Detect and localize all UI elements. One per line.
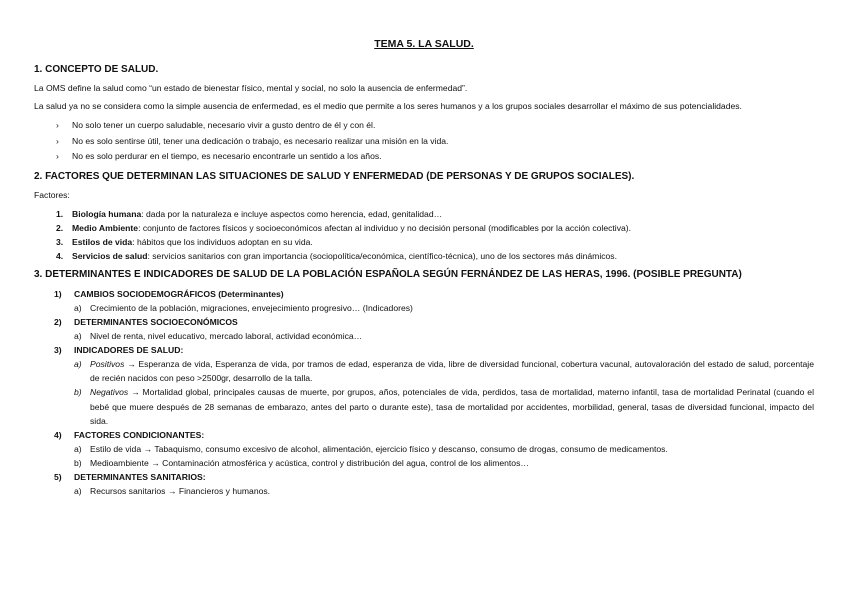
determinant-title: INDICADORES DE SALUD: xyxy=(74,344,184,355)
section-1-heading: 1. CONCEPTO DE SALUD. xyxy=(34,64,159,75)
determinant-title: DETERMINANTES SANITARIOS: xyxy=(74,472,206,483)
section-2-heading: 2. FACTORES QUE DETERMINAN LAS SITUACIONES DE SALUD Y ENFERMEDAD (DE PERSONAS Y DE GRUPOS SOCIALES). xyxy=(34,170,635,182)
bullet-item: › No es solo perdurar en el tiempo, es necesario encontrarle un sentido a los años. xyxy=(56,149,814,165)
determinant-item: 4) FACTORES CONDICIONANTES: a) Estilo de vida → Tabaquismo, consumo excesivo de alcohol, alimentación, ejercicio físico y descanso, consumo de drogas, consumo de medicamentos. b) Medioambiente → Contaminación atmosférica y acústica, control y distribución del agua, control de los alimentos… xyxy=(54,428,814,470)
determinant-item: 3) INDICADORES DE SALUD: a) Positivos → Esperanza de vida, Esperanza de vida, por tramos de edad, esperanza de vida, libre de diversidad funcional, cobertura vacunal, autovaloración del estado de salud, porcentaje de recién nacidos con peso >2500gr, desarrollo de la talla. b) Negativos → Mortalidad global, principales causas de muerte, por grupos, años, potenciales de vida, perdidos, tasa de mortalidad, materno infantil, tasa de mortalidad Perinatal (cuando el bebé que muere después de 28 semanas de embarazo, antes del parto o durante este), tasa de mortalidad por accidentes, morbilidad, general, tasas de diversidad funcional, impacto del sida. xyxy=(54,343,814,428)
determinant-subitem: a) Estilo de vida → Tabaquismo, consumo excesivo de alcohol, alimentación, ejercicio físico y descanso, consumo de drogas, consumo de medicamentos. xyxy=(74,443,668,454)
section-1-paragraph-2: La salud ya no se considera como la simple ausencia de enfermedad, es el medio que permite a los seres humanos y a los grupos sociales desarrollar el máximo de sus potencialidades. xyxy=(34,101,742,111)
factors-list xyxy=(34,207,814,263)
factor-item: 1. Biología humana: dada por la naturaleza e incluye aspectos como herencia, edad, genitalidad… xyxy=(56,208,443,219)
bullet-chevron-icon: › xyxy=(56,120,59,130)
determinant-subitem: a) Nivel de renta, nivel educativo, mercado laboral, actividad económica… xyxy=(74,330,363,341)
determinant-subitem: b) Negativos → Mortalidad global, principales causas de muerte, por grupos, años, potenciales de vida, perdidos, tasa de mortalidad, materno infantil, tasa de mortalidad Perinatal (cuando el bebé que muere después de 28 semanas de embarazo, antes del parto o durante este), tasa de mortalidad por accidentes, morbilidad, general, tasas de diversidad funcional, impacto del sida. xyxy=(74,387,814,426)
determinant-title: DETERMINANTES SOCIOECONÓMICOS xyxy=(74,316,238,327)
document-title: TEMA 5. LA SALUD. xyxy=(374,38,474,50)
determinant-item: 1) CAMBIOS SOCIODEMOGRÁFICOS (Determinantes) a) Crecimiento de la población, migraciones, envejecimiento progresivo… (Indicadores) xyxy=(54,287,814,315)
determinant-item: 2) DETERMINANTES SOCIOECONÓMICOS a) Nivel de renta, nivel educativo, mercado laboral, actividad económica… xyxy=(54,315,814,343)
factor-item: 3. Estilos de vida: hábitos que los individuos adoptan en su vida. xyxy=(56,236,313,247)
bullet-chevron-icon: › xyxy=(56,151,59,161)
section-3-heading: 3. DETERMINANTES E INDICADORES DE SALUD DE LA POBLACIÓN ESPAÑOLA SEGÚN FERNÁNDEZ DE LAS HERAS, 1996. (POSIBLE PREGUNTA) xyxy=(34,268,742,280)
determinant-item: 5) DETERMINANTES SANITARIOS: a) Recursos sanitarios → Financieros y humanos. xyxy=(54,470,814,498)
factor-item: 4. Servicios de salud: servicios sanitarios con gran importancia (sociopolítica/económica, científico-técnica), uno de los sectores más dinámicos. xyxy=(56,250,617,261)
determinant-subitem: a) Crecimiento de la población, migraciones, envejecimiento progresivo… (Indicadores) xyxy=(74,302,413,313)
bullet-chevron-icon: › xyxy=(56,135,59,146)
determinant-title: CAMBIOS SOCIODEMOGRÁFICOS (Determinantes) xyxy=(74,288,284,299)
bullet-item: › No es solo sentirse útil, tener una dedicación o trabajo, es necesario realizar una misión en la vida. xyxy=(56,134,814,150)
section-2-intro: Factores: xyxy=(34,189,70,200)
determinant-subitem: a) Positivos → Esperanza de vida, Esperanza de vida, por tramos de edad, esperanza de vida, libre de diversidad funcional, cobertura vacunal, autovaloración del estado de salud, porcentaje de recién nacidos con peso >2500gr, desarrollo de la talla. xyxy=(74,358,814,384)
determinant-subitem: b) Medioambiente → Contaminación atmosférica y acústica, control y distribución del agua, control de los alimentos… xyxy=(74,458,529,469)
determinants-list xyxy=(34,287,814,499)
section-1-paragraph-1: La OMS define la salud como “un estado de bienestar físico, mental y social, no solo la ausencia de enfermedad”. xyxy=(34,83,468,93)
bullet-item: › No solo tener un cuerpo saludable, necesario vivir a gusto dentro de él y con él. xyxy=(56,118,814,134)
determinant-subitem: a) Recursos sanitarios → Financieros y humanos. xyxy=(74,486,271,497)
determinant-title: FACTORES CONDICIONANTES: xyxy=(74,429,205,440)
section-1-bullet-list xyxy=(34,118,814,165)
factor-item: 2. Medio Ambiente: conjunto de factores físicos y socioeconómicos afectan al individuo y no decisión personal (modificables por la acción colectiva). xyxy=(56,222,632,233)
